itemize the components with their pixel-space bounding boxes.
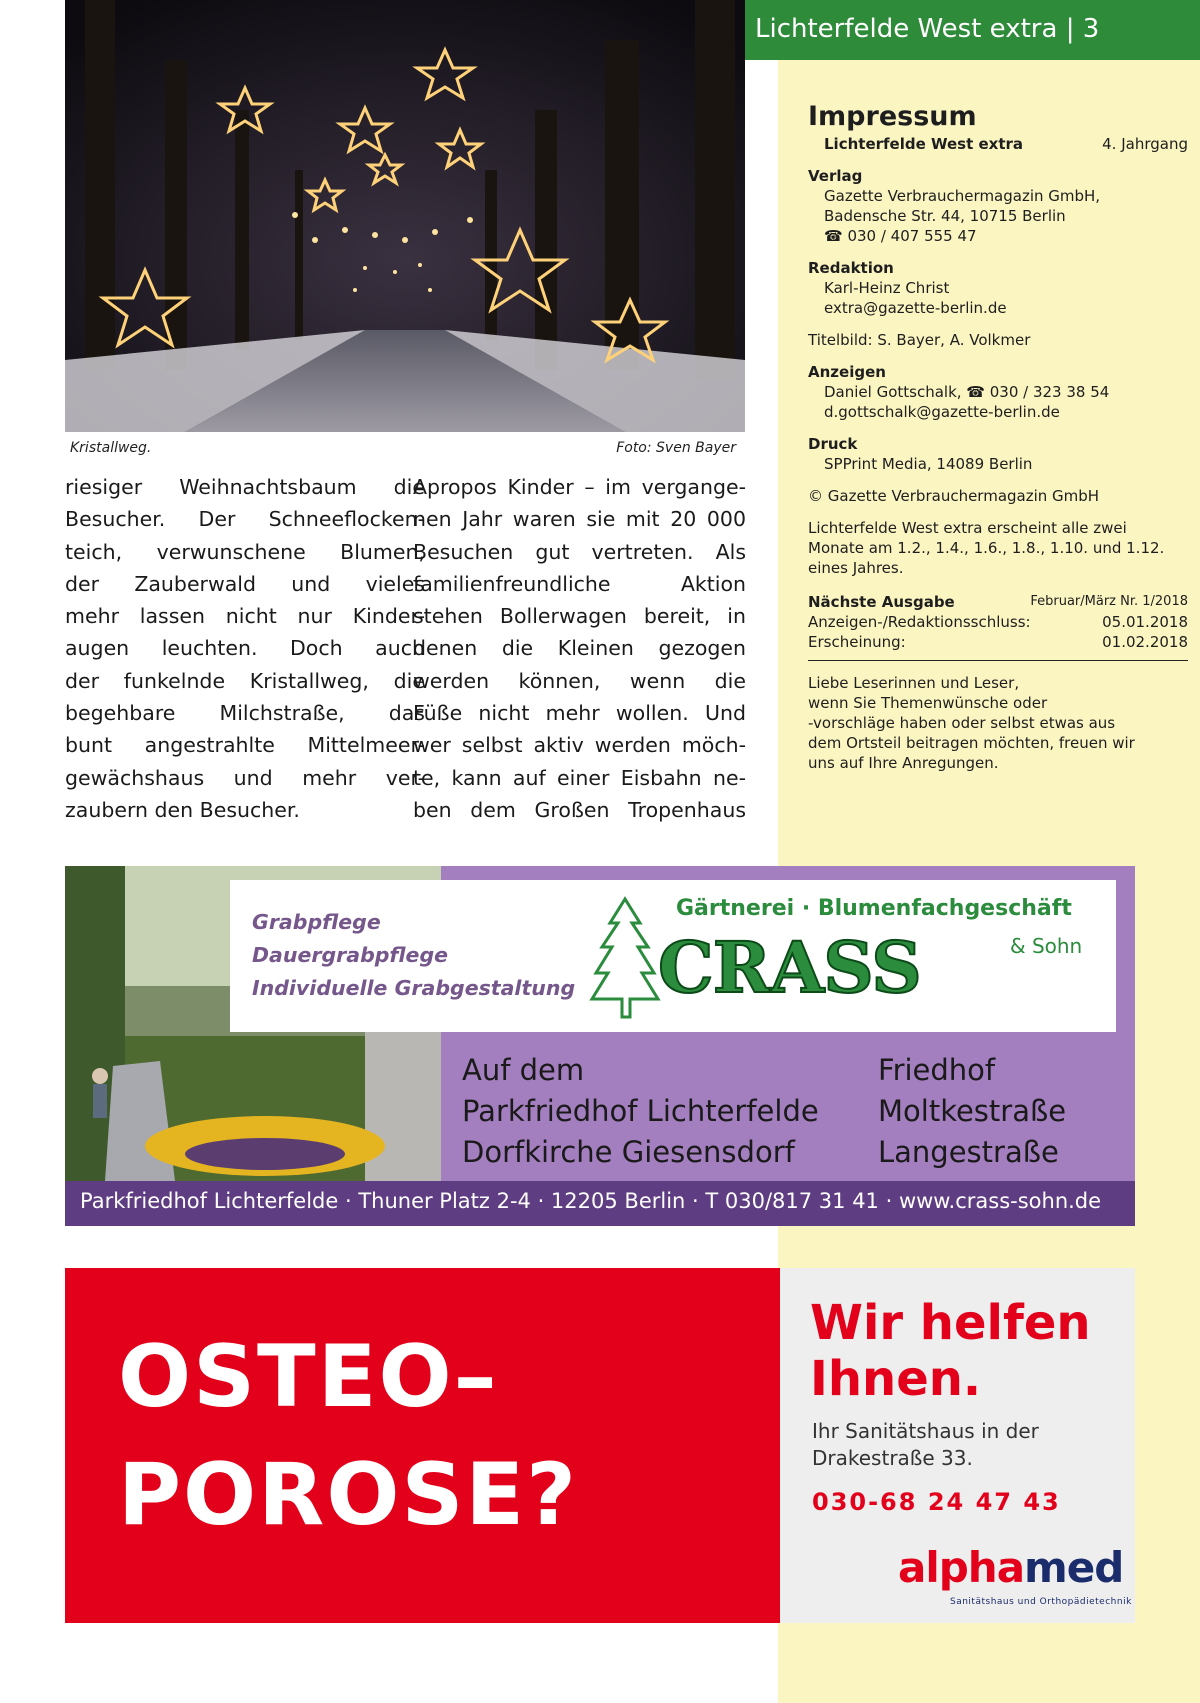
photo-caption: Kristallweg.: [70, 440, 152, 456]
subline-line: Ihr Sanitätshaus in der: [812, 1419, 1039, 1443]
reader-letter-line: -vorschläge haben oder selbst etwas aus: [808, 714, 1116, 732]
druck-label: Druck: [808, 435, 858, 453]
article-line: teich, verwunschene Blumen,: [65, 539, 425, 564]
page-header-title: Lichterfelde West extra | 3: [755, 14, 1100, 44]
article-line: Füße nicht mehr wollen. Und: [413, 701, 746, 726]
ad-subline: [812, 1418, 1039, 1472]
appearance-label: Erscheinung:: [808, 633, 906, 651]
schedule-line: Lichterfelde West extra erscheint alle zwei: [808, 519, 1127, 537]
publication-year: 4. Jahrgang: [1102, 135, 1188, 153]
locations-right: [878, 1050, 1066, 1173]
article-line: begehbare Milchstraße, das: [65, 701, 425, 726]
crass-suffix: & Sohn: [1010, 934, 1083, 958]
deadline-row: [808, 612, 1188, 632]
impressum-publication-row: [808, 134, 1188, 154]
article-column-2: [413, 471, 746, 826]
anzeigen-label: Anzeigen: [808, 363, 886, 381]
redaktion-email: extra@gazette-berlin.de: [824, 299, 1007, 317]
reader-letter-line: dem Ortsteil beitragen möchten, freuen wir: [808, 734, 1135, 752]
impressum: [808, 100, 1188, 773]
divider: [808, 660, 1188, 661]
service-item: Dauergrabpflege: [252, 943, 449, 967]
location-line: Parkfriedhof Lichterfelde: [462, 1094, 819, 1128]
article-line: riesiger Weihnachtsbaum die: [65, 475, 425, 499]
logo-part-alpha: alpha: [898, 1543, 1025, 1592]
location-line: Langestraße: [878, 1135, 1059, 1169]
deadline-value: 05.01.2018: [1102, 613, 1188, 631]
article-line: gewächshaus und mehr ver-: [65, 765, 425, 790]
article-line: stehen Bollerwagen bereit, in: [413, 604, 746, 629]
headline-line: OSTEO–: [118, 1327, 499, 1427]
reader-letter-line: uns auf Ihre Anregungen.: [808, 754, 999, 772]
logo-part-med: med: [1024, 1543, 1124, 1592]
claim-line: Ihnen.: [810, 1351, 982, 1407]
service-item: Grabpflege: [252, 910, 381, 934]
fir-tree-icon: [588, 895, 662, 1020]
location-line: Dorfkirche Giesensdorf: [462, 1135, 795, 1169]
deadline-label: Anzeigen-/Redaktionsschluss:: [808, 613, 1031, 631]
article-line: der Zauberwald und vieles: [65, 571, 425, 596]
crass-tagline: Gärtnerei · Blumenfachgeschäft: [676, 896, 1072, 921]
article-line: denen die Kleinen gezogen: [413, 636, 746, 661]
next-issue-value: Februar/März Nr. 1/2018: [1030, 594, 1188, 609]
ad-phone: 030-68 24 47 43: [812, 1488, 1061, 1516]
next-issue-label: Nächste Ausgabe: [808, 593, 955, 611]
article-line: familienfreundliche Aktion: [413, 571, 746, 596]
ad-claim: [810, 1295, 1091, 1407]
alphamed-logo: [898, 1543, 1123, 1592]
alphamed-logo-subline: Sanitätshaus und Orthopädietechnik: [950, 1597, 1132, 1607]
appearance-value: 01.02.2018: [1102, 633, 1188, 651]
article-line: mehr lassen nicht nur Kinder-: [65, 604, 425, 629]
subline-line: Drakestraße 33.: [812, 1446, 973, 1470]
service-item: Individuelle Grabgestaltung: [252, 976, 576, 1000]
redaktion-line: Karl-Heinz Christ: [824, 279, 950, 297]
locations-left: [462, 1050, 819, 1173]
copyright: © Gazette Verbrauchermagazin GmbH: [808, 487, 1100, 505]
services-list: [252, 906, 575, 1005]
article-line: augen leuchten. Doch auch: [65, 636, 425, 661]
crass-contact-line: Parkfriedhof Lichterfelde · Thuner Platz 2-4 · 12205 Berlin · T 030/817 31 41 · www.crass-sohn.de: [80, 1189, 1102, 1213]
schedule-line: Monate am 1.2., 1.4., 1.6., 1.8., 1.10. und 1.12.: [808, 539, 1165, 557]
reader-letter-line: wenn Sie Themenwünsche oder: [808, 694, 1048, 712]
kristallweg-photo: [65, 0, 745, 432]
crass-logo-wordmark: CRASS: [658, 926, 921, 1009]
anzeigen-line: Daniel Gottschalk, ☎ 030 / 323 38 54: [824, 383, 1110, 401]
article-line: Besuchen gut vertreten. Als: [413, 539, 746, 564]
anzeigen-email: d.gottschalk@gazette-berlin.de: [824, 403, 1060, 421]
location-line: Moltkestraße: [878, 1094, 1067, 1128]
article-line: wer selbst aktiv werden möch-: [413, 733, 746, 758]
publication-name: Lichterfelde West extra: [824, 135, 1024, 153]
schedule-line: eines Jahres.: [808, 559, 904, 577]
appearance-row: [808, 632, 1188, 652]
verlag-line: Badensche Str. 44, 10715 Berlin: [824, 207, 1066, 225]
reader-letter-line: Liebe Leserinnen und Leser,: [808, 674, 1020, 692]
location-line: Friedhof: [878, 1053, 996, 1087]
article-column-1: [65, 471, 425, 826]
headline-line: POROSE?: [118, 1445, 579, 1545]
article-line: bunt angestrahlte Mittelmeer-: [65, 733, 425, 758]
redaktion-label: Redaktion: [808, 259, 894, 277]
druck-line: SPPrint Media, 14089 Berlin: [824, 455, 1033, 473]
article-line: Besucher. Der Schneeflocken-: [65, 507, 425, 532]
titelbild-credit: Titelbild: S. Bayer, A. Volkmer: [808, 331, 1031, 349]
article-line: ben dem Großen Tropenhaus: [413, 797, 746, 822]
impressum-title: Impressum: [808, 101, 977, 132]
next-issue-row: [808, 592, 1188, 612]
article-line: nen Jahr waren sie mit 20 000: [413, 507, 746, 532]
article-line: werden können, wenn die: [413, 668, 746, 693]
ad-headline: [118, 1318, 578, 1554]
article-line: te, kann auf einer Eisbahn ne-: [413, 765, 746, 790]
verlag-label: Verlag: [808, 167, 863, 185]
claim-line: Wir helfen: [810, 1295, 1091, 1351]
verlag-line: Gazette Verbrauchermagazin GmbH,: [824, 187, 1101, 205]
article-line: der funkelnde Kristallweg, die: [65, 668, 425, 693]
article-line: Apropos Kinder – im vergange-: [413, 475, 746, 499]
article-line: zaubern den Besucher.: [65, 797, 300, 822]
photo-credit: Foto: Sven Bayer: [616, 440, 736, 456]
location-line: Auf dem: [462, 1053, 585, 1087]
verlag-phone: ☎ 030 / 407 555 47: [824, 227, 977, 245]
